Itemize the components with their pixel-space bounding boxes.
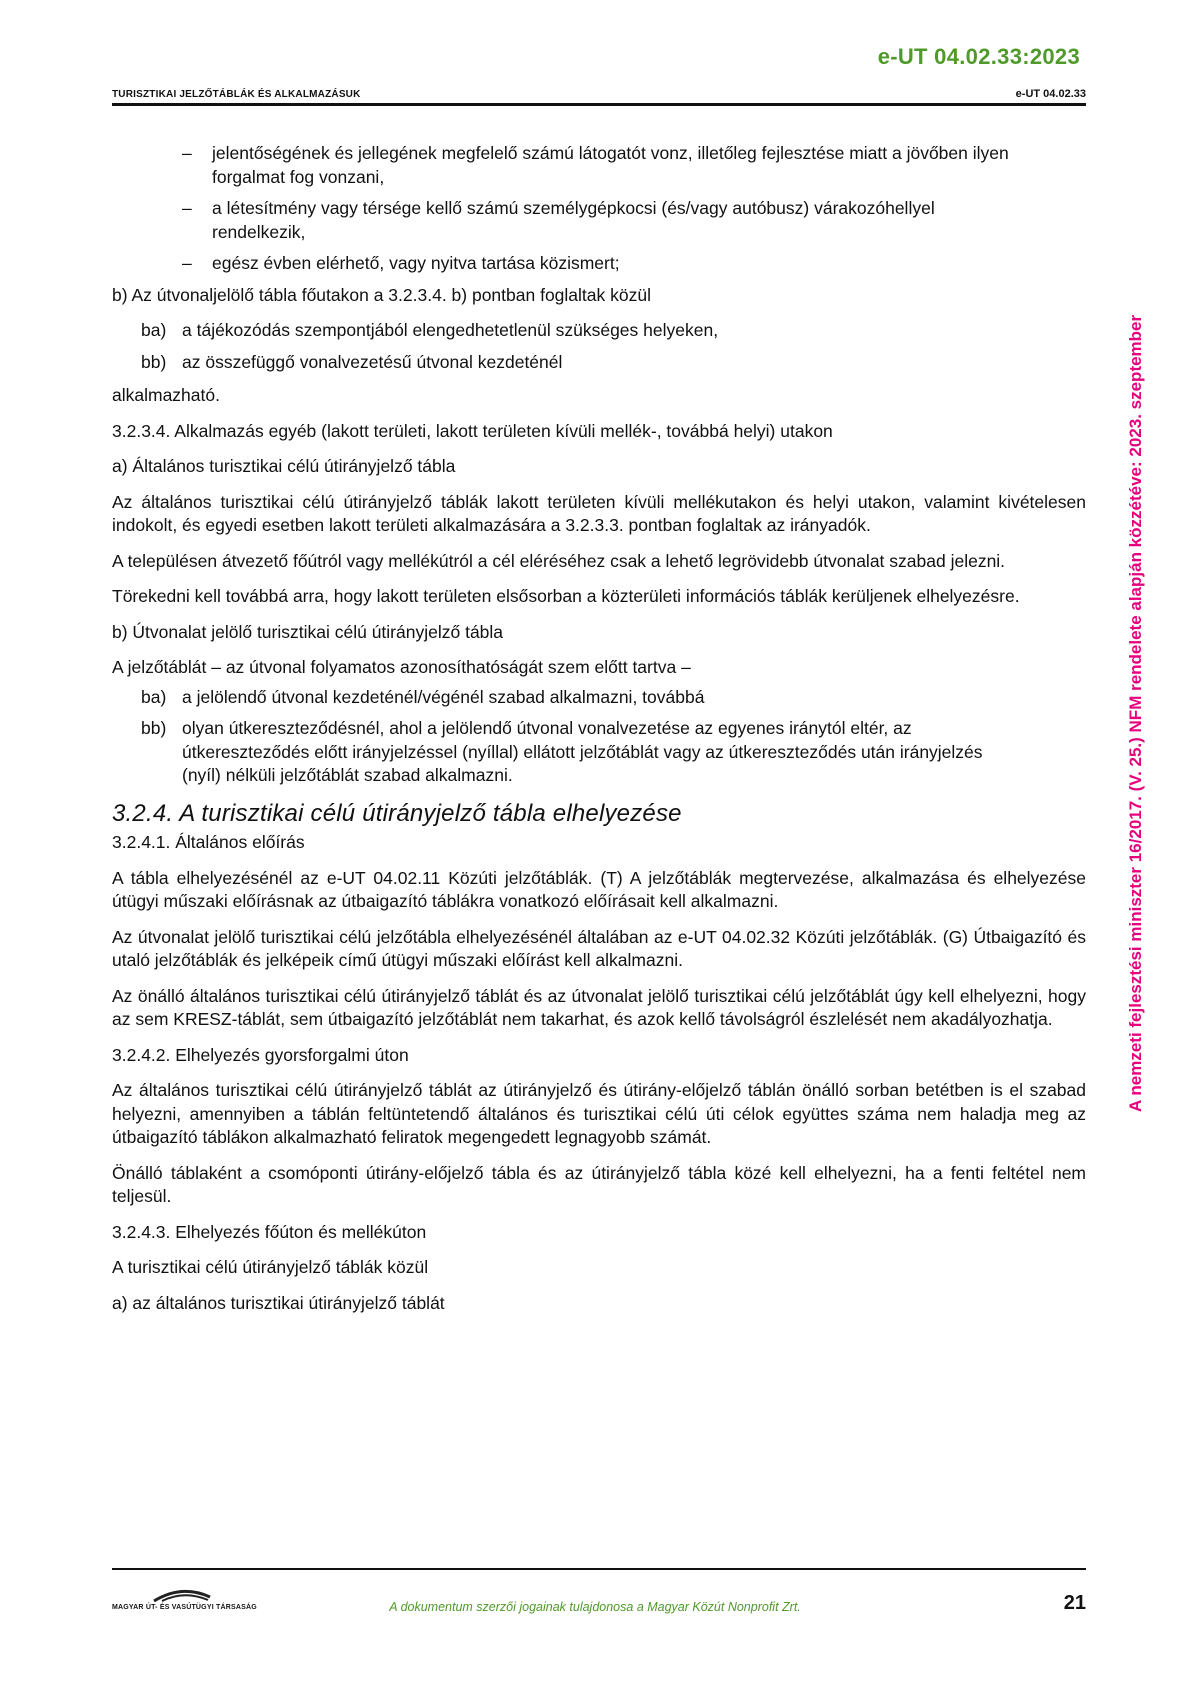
paragraph: A jelzőtáblát – az útvonal folyamatos azonosíthatóságát szem előtt tartva – (112, 657, 691, 677)
paragraph: Az útvonalat jelölő turisztikai célú jelzőtábla elhelyezésénél általában az e-UT 04.02.32 Közúti jelzőtáblák. (G) Útbaigazító és utaló jelzőtáblák és jelképeik című útügyi műszaki előírást kell alkalmazni. (112, 926, 1086, 970)
list-item: bb) az összefüggő vonalvezetésű útvonal kezdeténél (141, 351, 563, 372)
paragraph: a) az általános turisztikai útirányjelző táblát (112, 1292, 445, 1313)
list-item: ba) a jelölendő útvonal kezdeténél/végénél szabad alkalmazni, továbbá (141, 686, 705, 707)
copyright-notice: A dokumentum szerzői jogainak tulajdonosa a Magyar Közút Nonprofit Zrt. (389, 1600, 801, 1614)
paragraph: Az általános turisztikai célú útirányjelző táblát az útirányjelző és útirány-előjelző táblán önálló sorban betétben is el szabad helyezni, amennyiben a táblán feltüntetendő általános és turisztikai célú úti célok együttes száma nem haladja meg az útbaigazító táblákon alkalmazható feliratok megengedett legnagyobb számát. (112, 1080, 1086, 1147)
logo-text: MAGYAR ÚT- ÉS VASÚTÜGYI TÁRSASÁG (112, 1604, 257, 1611)
list-item: bb) olyan útkereszteződésnél, ahol a jelölendő útvonal vonalvezetése az egyenes iránytól eltér, az útkereszteződés előtt irányjelzéssel (nyíllal) ellátott jelzőtáblát vagy az útkereszteződés után irányjelzés (nyíl) nélküli jelzőtáblát szabad alkalmazni. (141, 718, 983, 785)
list-item: – egész évben elérhető, vagy nyitva tartása közismert; (182, 253, 620, 273)
paragraph: b) Útvonalat jelölő turisztikai célú útirányjelző tábla (112, 621, 504, 642)
list-item: – a létesítmény vagy térsége kellő számú személygépkocsi (és/vagy autóbusz) várakozóhellyel rendelkezik, (182, 198, 935, 242)
section-heading: 3.2.4.3. Elhelyezés főúton és mellékúton (112, 1221, 427, 1242)
page-number: 21 (1063, 1592, 1086, 1614)
page-header (112, 85, 1086, 106)
publication-side-note: A nemzeti fejlesztési miniszter 16/2017. (V. 25.) NFM rendelete alapján közzétéve: 2023. szeptember (1126, 314, 1145, 1112)
paragraph: A településen átvezető főútról vagy mellékútról a cél eléréséhez csak a lehető legrövidebb útvonalat szabad jelezni. (112, 550, 1006, 571)
document-code: e-UT 04.02.33:2023 (877, 44, 1080, 69)
section-heading: 3.2.4.2. Elhelyezés gyorsforgalmi úton (112, 1044, 409, 1065)
paragraph: Az általános turisztikai célú útirányjelző táblák lakott területen kívüli mellékutakon és helyi utakon, valamint kivételesen indokolt, és egyedi esetben lakott területi alkalmazására a 3.2.3.3. pontban foglaltak az irányadók. (112, 491, 1086, 535)
paragraph: Törekedni kell továbbá arra, hogy lakott területen elsősorban a közterületi információs táblák kerüljenek elhelyezésre. (112, 586, 1020, 606)
paragraph: A turisztikai célú útirányjelző táblák közül (112, 1257, 429, 1277)
section-title: 3.2.4. A turisztikai célú útirányjelző tábla elhelyezése (112, 799, 682, 827)
header-code: e-UT 04.02.33 (1015, 88, 1086, 100)
section-heading: 3.2.4.1. Általános előírás (112, 832, 305, 852)
dash-list (112, 142, 1086, 276)
paragraph: Az önálló általános turisztikai célú útirányjelző táblát és az útvonalat jelölő turisztikai célú jelzőtáblát úgy kell elhelyezni, hogy az sem KRESZ-táblát, sem útbaigazító jelzőtáblát nem takarhat, és azok kellő távolságról észlelését nem akadályozhatja. (112, 985, 1086, 1029)
paragraph: A tábla elhelyezésénél az e-UT 04.02.11 Közúti jelzőtáblák. (T) A jelzőtáblák megtervezése, alkalmazása és elhelyezése útügyi műszaki előírásnak az útbaigazító táblákra vonatkozó előírásait kell alkalmazni. (112, 867, 1086, 911)
list-item: – jelentőségének és jellegének megfelelő számú látogatót vonz, illetőleg fejlesztése miatt a jövőben ilyen forgalmat fog vonzani, (182, 143, 1009, 187)
list-item: ba) a tájékozódás szempontjából elengedhetetlenül szükséges helyeken, (141, 320, 719, 340)
paragraph: alkalmazható. (112, 385, 220, 405)
sub-list (112, 686, 1086, 788)
section-heading: 3.2.3.4. Alkalmazás egyéb (lakott területi, lakott területen kívüli mellék-, továbbá helyi) utakon (112, 420, 833, 441)
main-content (112, 142, 1086, 1327)
header-title: TURISZTIKAI JELZŐTÁBLÁK ÉS ALKALMAZÁSUK (112, 89, 361, 100)
paragraph: a) Általános turisztikai célú útirányjelző tábla (112, 456, 456, 476)
paragraph: b) Az útvonaljelölő tábla főutakon a 3.2.3.4. b) pontban foglaltak közül (112, 284, 651, 305)
sub-list (112, 319, 1086, 374)
paragraph: Önálló táblaként a csomóponti útirány-előjelző tábla és az útirányjelző tábla közé kell elhelyezni, ha a fenti feltétel nem teljesül. (112, 1162, 1086, 1206)
footer-divider (112, 1568, 1086, 1570)
